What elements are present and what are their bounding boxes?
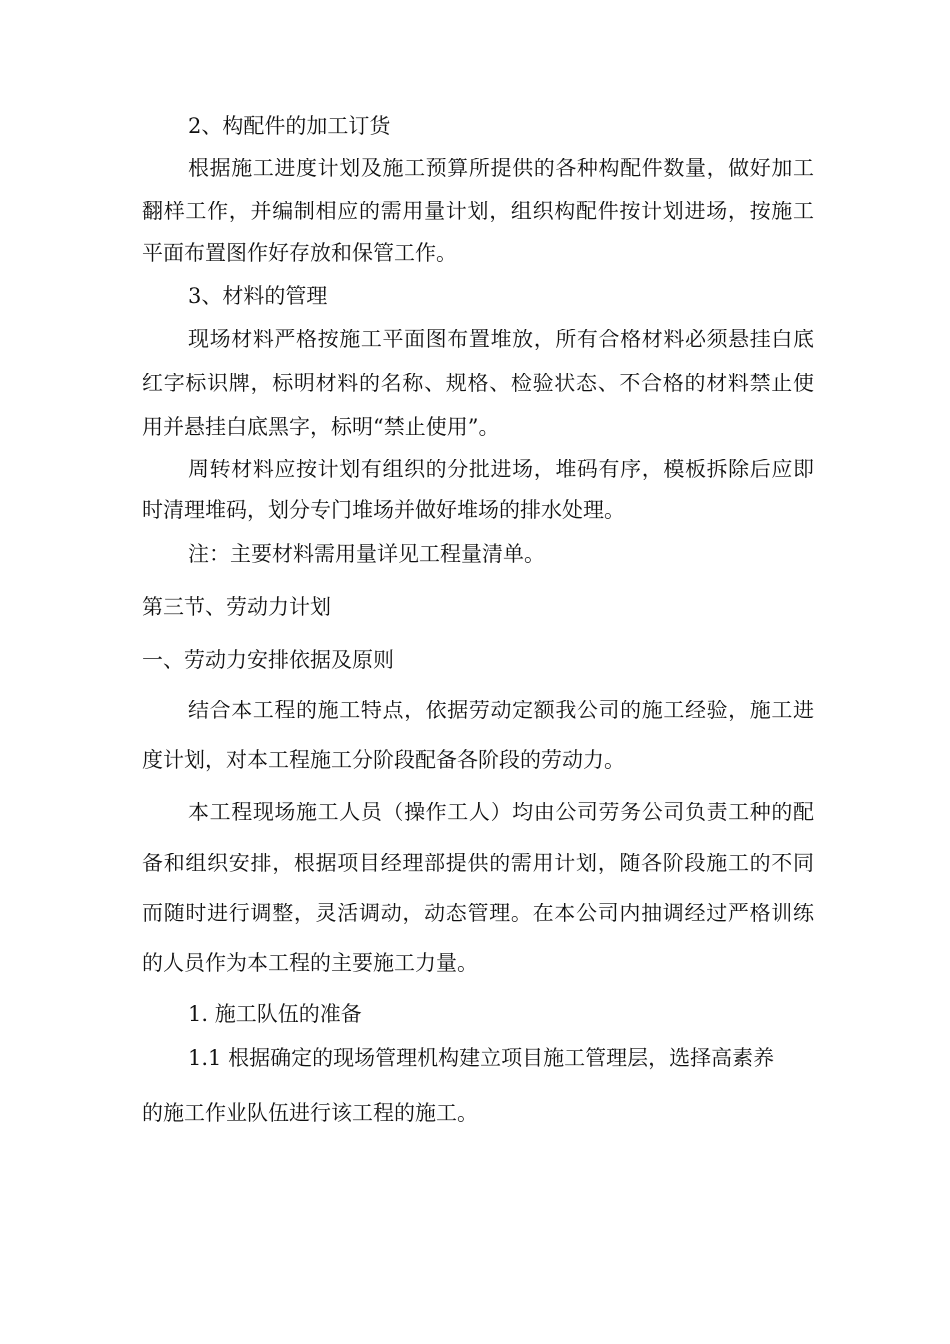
section-heading: 第三节、劳动力计划 (142, 595, 331, 619)
paragraph-line: 现场材料严格按施工平面图布置堆放，所有合格材料必须悬挂白底 (188, 329, 814, 350)
subheading-material-management: 3、材料的管理 (188, 284, 328, 308)
paragraph-line: 用并悬挂白底黑字，标明“禁止使用”。 (142, 415, 500, 439)
paragraph-line: 平面布置图作好存放和保管工作。 (142, 241, 457, 265)
paragraph-line: 而随时进行调整，灵活调动，动态管理。在本公司内抽调经过严格训练 (142, 903, 814, 924)
paragraph-line: 根据施工进度计划及施工预算所提供的各种构配件数量，做好加工 (188, 158, 814, 179)
paragraph-line: 备和组织安排，根据项目经理部提供的需用计划，随各阶段施工的不同 (142, 853, 814, 874)
subheading-component-processing: 2、构配件的加工订货 (188, 114, 391, 138)
note-line: 注：主要材料需用量详见工程量清单。 (188, 542, 545, 566)
subsection-heading: 一、劳动力安排依据及原则 (142, 648, 394, 672)
paragraph-line: 红字标识牌，标明材料的名称、规格、检验状态、不合格的材料禁止使 (142, 373, 814, 394)
paragraph-line: 度计划，对本工程施工分阶段配备各阶段的劳动力。 (142, 748, 625, 772)
paragraph-line: 本工程现场施工人员（操作工人）均由公司劳务公司负责工种的配 (188, 802, 814, 823)
paragraph-line: 的施工作业队伍进行该工程的施工。 (142, 1101, 478, 1125)
paragraph-line: 1.1 根据确定的现场管理机构建立项目施工管理层，选择高素养 (188, 1046, 775, 1070)
paragraph-line: 的人员作为本工程的主要施工力量。 (142, 951, 478, 975)
subheading-team-preparation: 1. 施工队伍的准备 (188, 1002, 362, 1026)
paragraph-line: 结合本工程的施工特点，依据劳动定额我公司的施工经验，施工进 (188, 700, 814, 721)
paragraph-line: 周转材料应按计划有组织的分批进场，堆码有序，模板拆除后应即 (188, 459, 814, 480)
paragraph-line: 时清理堆码，划分专门堆场并做好堆场的排水处理。 (142, 498, 625, 522)
paragraph-line: 翻样工作，并编制相应的需用量计划，组织构配件按计划进场，按施工 (142, 201, 814, 222)
